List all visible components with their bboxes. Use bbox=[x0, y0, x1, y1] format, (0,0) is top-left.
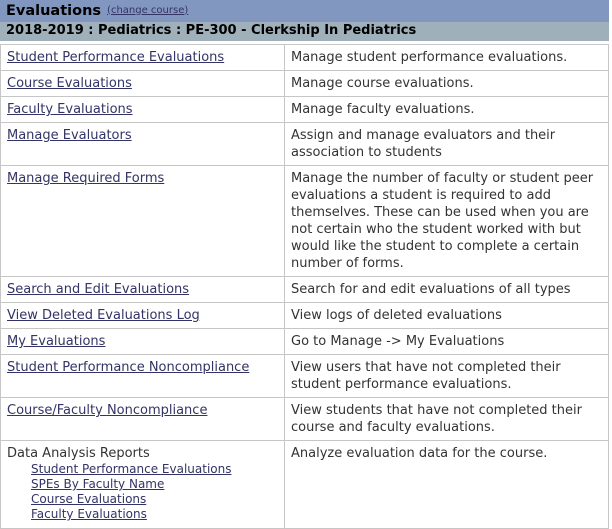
evaluations-table bbox=[0, 44, 609, 529]
evaluation-link[interactable]: My Evaluations bbox=[7, 334, 106, 349]
row-description: Manage the number of faculty or student peer evaluations a student is required to add themselves. These can be used when you are not certain who the student worked with but would like the student to complete a certain number of forms. bbox=[285, 166, 609, 277]
evaluation-link-cell bbox=[1, 398, 285, 441]
evaluation-link-cell bbox=[1, 123, 285, 166]
evaluation-link[interactable]: Course Evaluations bbox=[7, 76, 132, 91]
evaluation-link[interactable]: Faculty Evaluations bbox=[7, 102, 133, 117]
row-description: View students that have not completed their course and faculty evaluations. bbox=[285, 398, 609, 441]
evaluation-link[interactable]: Student Performance Evaluations bbox=[7, 50, 225, 65]
row-description: Manage student performance evaluations. bbox=[285, 45, 609, 71]
sublink-line bbox=[31, 507, 278, 522]
row-description: Manage faculty evaluations. bbox=[285, 97, 609, 123]
table-row bbox=[1, 355, 609, 398]
evaluation-link-cell bbox=[1, 71, 285, 97]
evaluation-link[interactable]: View Deleted Evaluations Log bbox=[7, 308, 200, 323]
evaluation-link-cell bbox=[1, 45, 285, 71]
row-description: View logs of deleted evaluations bbox=[285, 303, 609, 329]
row-description: Manage course evaluations. bbox=[285, 71, 609, 97]
title-bar bbox=[0, 0, 609, 22]
evaluation-link-cell bbox=[1, 303, 285, 329]
page-title: Evaluations bbox=[6, 3, 102, 19]
table-row-data-analysis bbox=[1, 441, 609, 529]
row-description: Analyze evaluation data for the course. bbox=[285, 441, 609, 529]
table-row bbox=[1, 71, 609, 97]
sublink-line bbox=[31, 462, 278, 477]
sublink-line bbox=[31, 492, 278, 507]
evaluation-link-cell bbox=[1, 277, 285, 303]
evaluation-link[interactable]: Manage Evaluators bbox=[7, 128, 132, 143]
data-analysis-reports-label: Data Analysis Reports bbox=[7, 446, 150, 461]
change-course-link[interactable]: (change course) bbox=[107, 4, 189, 16]
sublink-line bbox=[31, 477, 278, 492]
row-description: View users that have not completed their student performance evaluations. bbox=[285, 355, 609, 398]
row-description: Search for and edit evaluations of all types bbox=[285, 277, 609, 303]
table-row bbox=[1, 166, 609, 277]
evaluation-link[interactable]: Search and Edit Evaluations bbox=[7, 282, 190, 297]
evaluation-link-cell bbox=[1, 355, 285, 398]
table-row bbox=[1, 45, 609, 71]
evaluation-link-cell bbox=[1, 166, 285, 277]
evaluations-table-body bbox=[1, 45, 609, 529]
table-row bbox=[1, 398, 609, 441]
data-analysis-cell bbox=[1, 441, 285, 529]
course-header-text: 2018-2019 : Pediatrics : PE-300 - Clerkship In Pediatrics bbox=[6, 23, 417, 38]
data-analysis-sublink[interactable]: Faculty Evaluations bbox=[31, 507, 147, 521]
evaluation-link[interactable]: Student Performance Noncompliance bbox=[7, 360, 250, 375]
table-row bbox=[1, 329, 609, 355]
row-description: Go to Manage -> My Evaluations bbox=[285, 329, 609, 355]
data-analysis-sublink[interactable]: Course Evaluations bbox=[31, 492, 147, 506]
data-analysis-sublink[interactable]: Student Performance Evaluations bbox=[31, 462, 232, 476]
course-header-bar bbox=[0, 22, 609, 41]
table-row bbox=[1, 123, 609, 166]
row-description: Assign and manage evaluators and their association to students bbox=[285, 123, 609, 166]
data-analysis-sublinks bbox=[7, 462, 278, 524]
table-row bbox=[1, 277, 609, 303]
evaluation-link[interactable]: Manage Required Forms bbox=[7, 171, 165, 186]
table-row bbox=[1, 303, 609, 329]
evaluation-link[interactable]: Course/Faculty Noncompliance bbox=[7, 403, 208, 418]
data-analysis-sublink[interactable]: SPEs By Faculty Name bbox=[31, 477, 165, 491]
table-row bbox=[1, 97, 609, 123]
evaluation-link-cell bbox=[1, 329, 285, 355]
evaluation-link-cell bbox=[1, 97, 285, 123]
